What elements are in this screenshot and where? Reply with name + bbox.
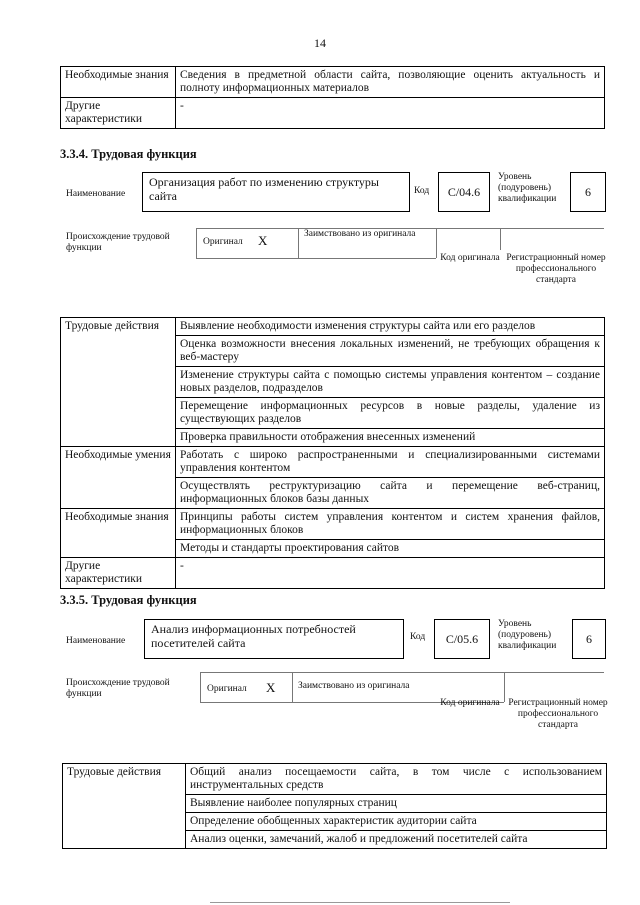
row-label: Трудовые действия [63,764,186,849]
row-item: Проверка правильности отображения внесенных изменений [176,429,605,447]
original-label: Оригинал [203,237,243,247]
zaimstvovano-label: Заимствовано из оригинала [298,681,410,691]
reg-nomer-label: Регистрационный номер профессионального стандарта [506,253,606,285]
x-mark: X [258,233,268,248]
row-label: Трудовые действия [61,318,176,447]
proiskhozhdenie-label: Происхождение трудовой функции [66,232,170,253]
naimenovanie-label: Наименование [66,636,126,646]
row-item: Анализ оценки, замечаний, жалоб и предложений посетителей сайта [186,831,607,849]
function-name: Анализ информационных потребностей посетителей сайта [144,619,404,659]
table-row [61,447,605,478]
function-code: C/04.6 [438,172,490,212]
row-item: Работать с широко распространенными и специализированными системами управления контентом [176,447,605,478]
row-label: Необходимые умения [61,447,176,509]
naimenovanie-label: Наименование [66,189,126,199]
row-item: Общий анализ посещаемости сайта, в том числе с использованием инструментальных средств [186,764,607,795]
function-name: Организация работ по изменению структуры сайта [142,172,410,212]
row-label: Необходимые знания [61,509,176,558]
function-level: 6 [570,172,606,212]
table-row [61,318,605,336]
uroven-label: Уровень (подуровень) квалификации [498,619,557,651]
zaimstvovano-label: Заимствовано из оригинала [304,229,416,239]
row-label: Другие характеристики [61,98,176,129]
section-334-table [60,317,605,589]
function-level: 6 [572,619,606,659]
row-item: Принципы работы систем управления контентом и систем хранения файлов, информационных блоков [176,509,605,540]
row-item: Изменение структуры сайта с помощью системы управления контентом – создание новых разделов, подразделов [176,367,605,398]
section-335-table [62,763,607,849]
row-value: - [176,98,605,129]
proiskhozhdenie-label: Происхождение трудовой функции [66,678,170,699]
x-mark: X [266,680,276,695]
table-row [63,764,607,795]
table-row [61,509,605,540]
row-item: Перемещение информационных ресурсов в новые разделы, удаление из существующих разделов [176,398,605,429]
table-row [61,98,605,129]
row-item: Выявление наиболее популярных страниц [186,795,607,813]
row-label: Другие характеристики [61,558,176,589]
kod-label: Код [414,186,430,196]
row-item: Осуществлять реструктуризацию сайта и перемещение веб-страниц, информационных блоков базы данных [176,478,605,509]
row-item: Определение обобщенных характеристик аудитории сайта [186,813,607,831]
reg-nomer-label: Регистрационный номер профессионального стандарта [508,698,608,730]
row-item: Оценка возможности внесения локальных изменений, не требующих обращения к веб-мастеру [176,336,605,367]
original-label: Оригинал [207,684,247,694]
section-title: 3.3.5. Трудовая функция [60,593,197,607]
uroven-label: Уровень (подуровень) квалификации [498,172,557,204]
function-code: C/05.6 [434,619,490,659]
page-number: 14 [314,36,326,50]
kod-originala-label: Код оригинала [440,698,500,708]
row-value: Сведения в предметной области сайта, позволяющие оценить актуальность и полноту информационных материалов [176,67,605,98]
row-item: Выявление необходимости изменения структуры сайта или его разделов [176,318,605,336]
kod-originala-label: Код оригинала [440,253,500,263]
row-item: - [176,558,605,589]
kod-label: Код [410,632,426,642]
table-row [61,67,605,98]
top-table [60,66,605,129]
section-title: 3.3.4. Трудовая функция [60,147,197,161]
row-item: Методы и стандарты проектирования сайтов [176,540,605,558]
table-row [61,558,605,589]
row-label: Необходимые знания [61,67,176,98]
